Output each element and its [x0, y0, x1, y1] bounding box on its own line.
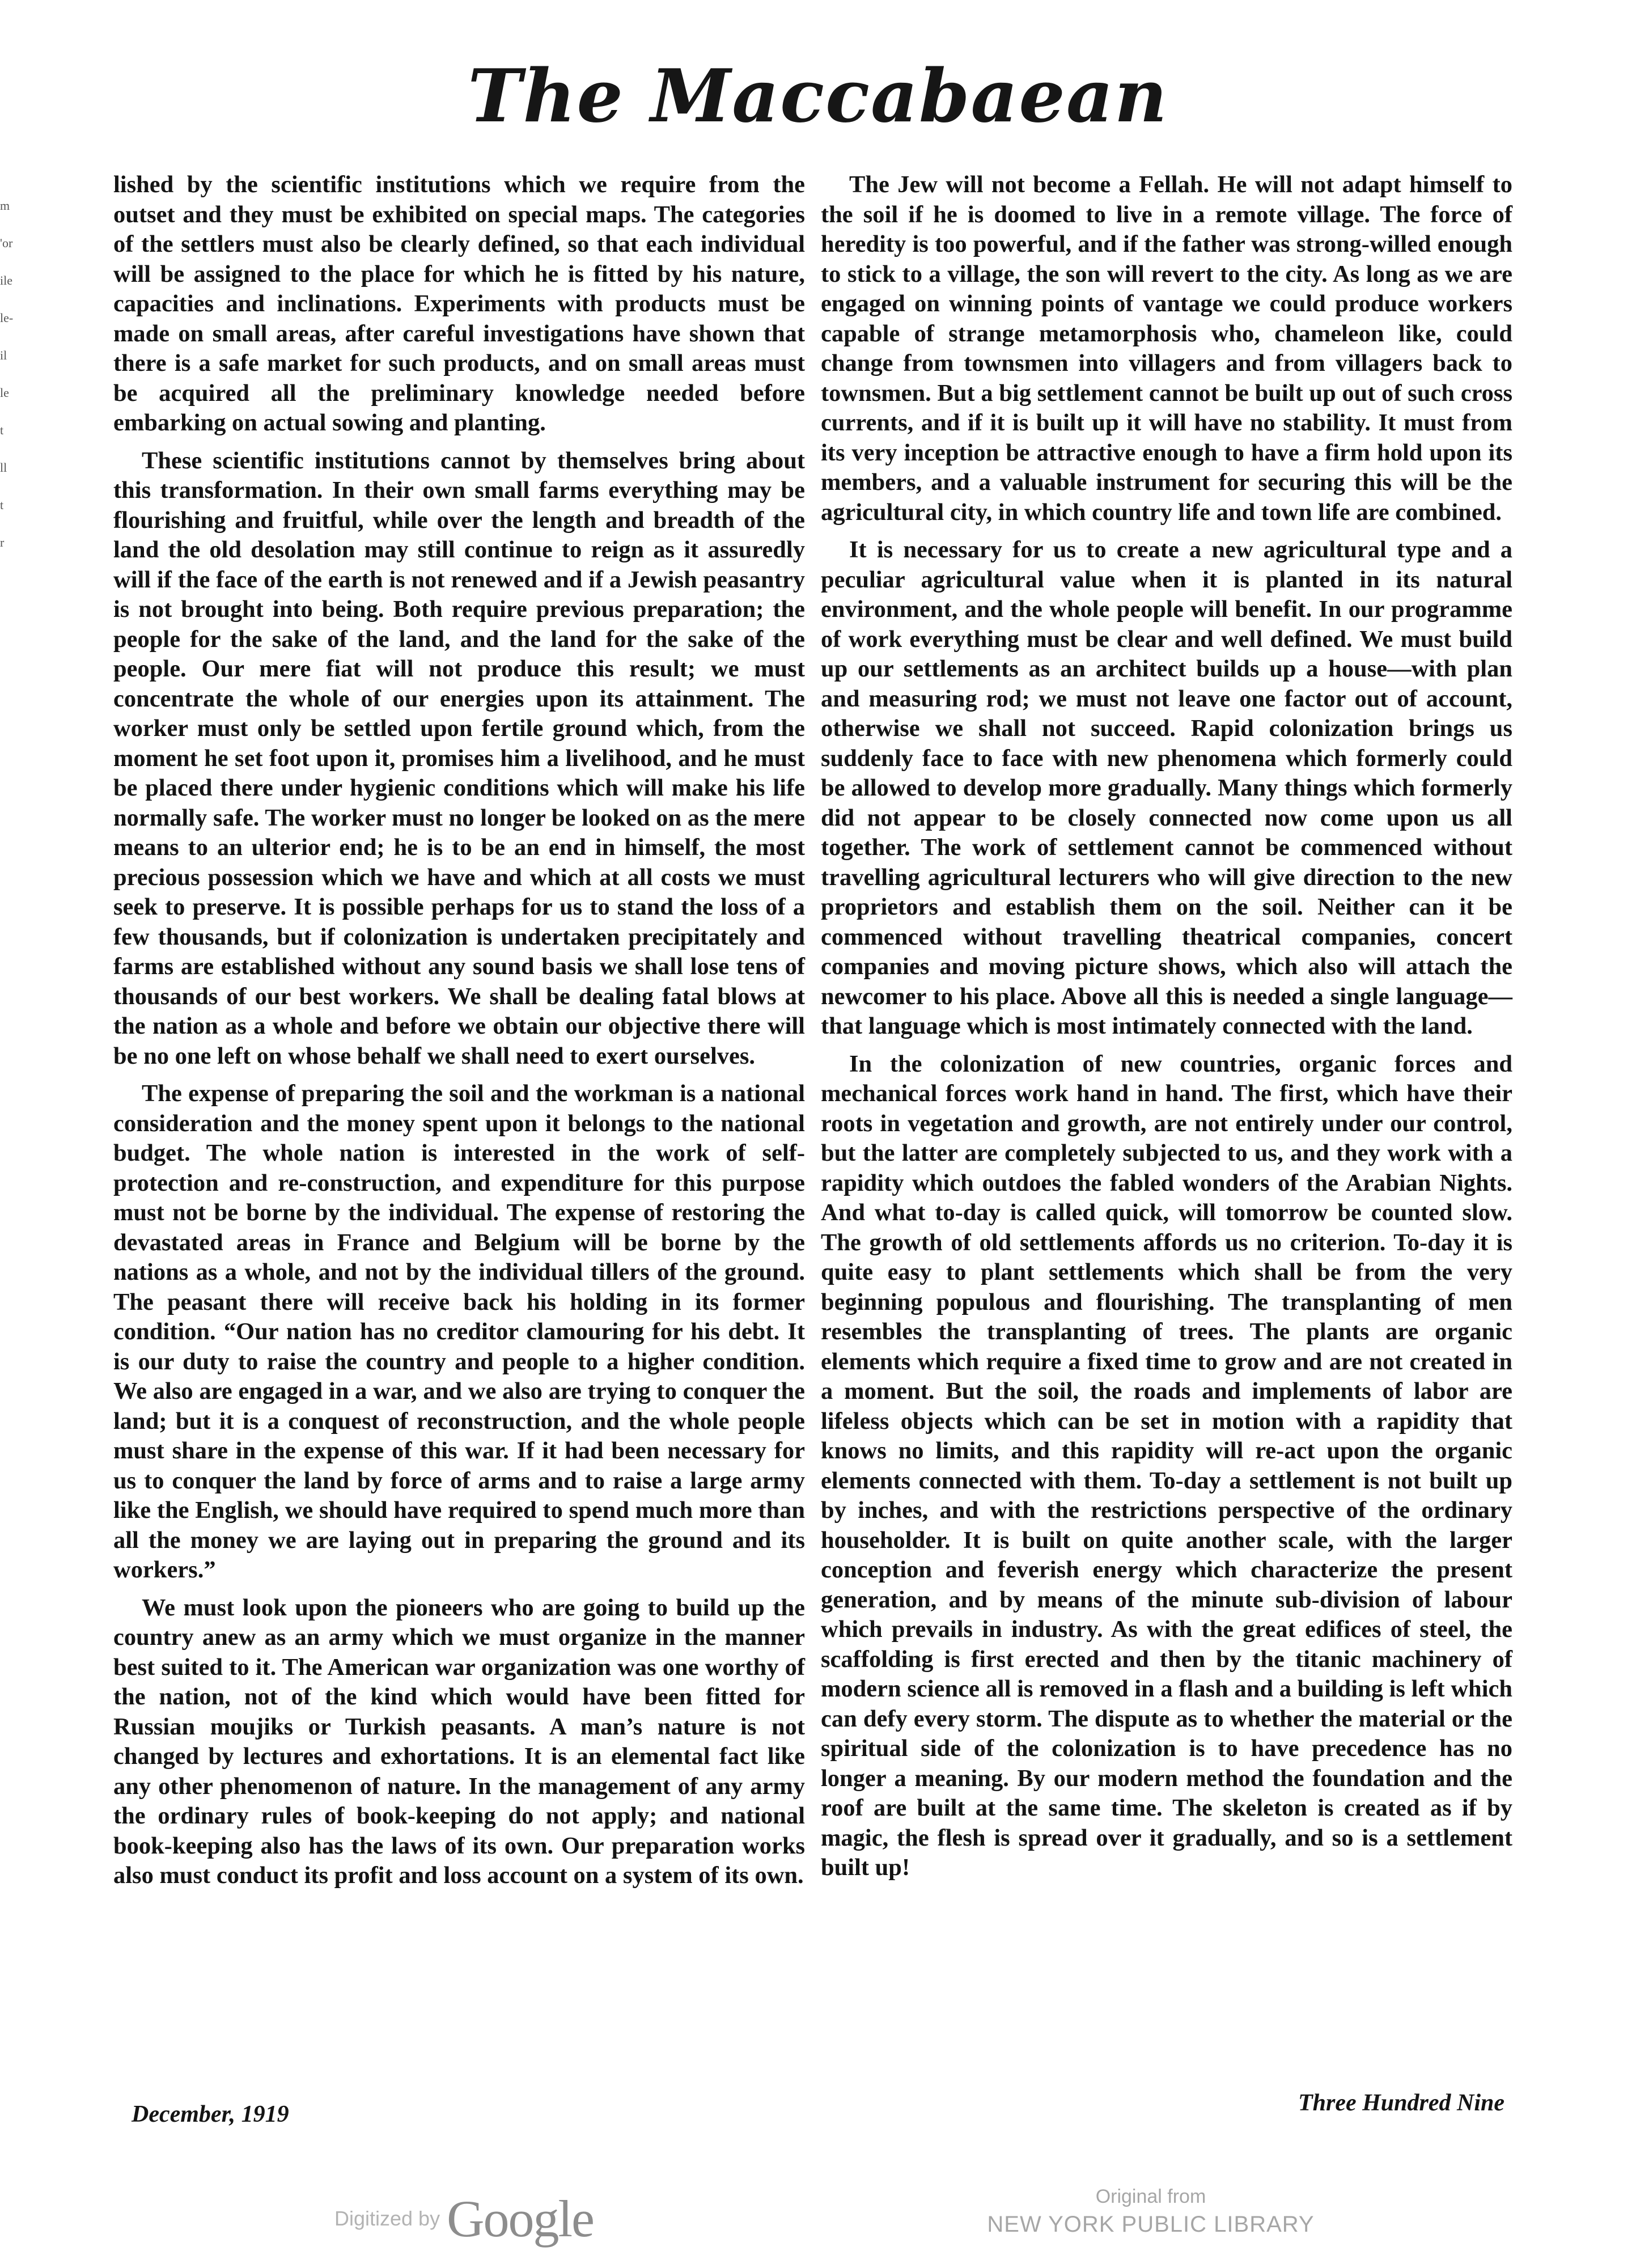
- library-name: NEW YORK PUBLIC LIBRARY: [987, 2212, 1315, 2237]
- paragraph: lished by the scientific institutions which we require from the outset and they must be exhibited on special maps. The categories of the settlers must also be clearly defined, so that each individual will be assigned to the place for which he is fitted by his nature, capacities and inclinations. Experiments with products must be made on small areas, after careful investigations have shown that there is a safe market for such products, and on small areas must be acquired all the preliminary knowledge needed before embarking on actual sowing and planting.: [113, 171, 805, 436]
- margin-fragment: 'or: [0, 236, 13, 250]
- margin-fragment: ile: [0, 273, 12, 287]
- margin-fragment: t: [0, 498, 4, 512]
- margin-fragments: [0, 187, 17, 561]
- digitized-by-label: Digitized by: [334, 2207, 440, 2230]
- paragraph: These scientific institutions cannot by themselves bring about this transformation. In their own small farms everything may be flourishing and fruitful, while over the length and breadth of the land the old desolation may still continue to reign as it assuredly will if the face of the earth is not renewed and if a Jewish peasantry is not brought into being. Both require previous preparation; the people for the sake of the land, and the land for the sake of the people. Our mere fiat will not produce this result; we must concentrate the whole of our energies upon its attainment. The worker must only be settled upon fertile ground which, from the moment he set foot upon it, promises him a livelihood, and he must be placed there under hygienic conditions which will make his life normally safe. The worker must no longer be looked on as the mere means to an ulterior end; he is to be an end in himself, the most precious possession which we have and which at all costs we must seek to preserve. It is possible perhaps for us to stand the loss of a few thousands, but if colonization is undertaken precipitately and farms are established without any sound basis we shall lose tens of thousands of our best workers. We shall be dealing fatal blows at the nation as a whole and before we obtain our objective there will be no one left on whose behalf we shall need to exert ourselves.: [113, 447, 805, 1069]
- issue-date: December, 1919: [132, 2101, 289, 2127]
- margin-fragment: il: [0, 348, 7, 362]
- masthead-title: The Maccabaean: [468, 54, 1168, 139]
- margin-fragment: le-: [0, 311, 14, 325]
- paragraph: In the colonization of new countries, organic forces and mechanical forces work hand in hand. The first, which have their roots in vegetation and growth, are not entirely under our control, but the latter are completely subjected to us, and they work with a rapidity which outdoes the fabled wonders of the Arabian Nights. And what to-day is called quick, will tomorrow be counted slow. The growth of old settlements affords us no criterion. To-day it is quite easy to plant settlements which shall be from the very beginning populous and flourishing. The transplanting of men resembles the transplanting of trees. The plants are organic elements which require a fixed time to grow and are not created in a moment. But the soil, the roads and implements of labor are lifeless objects which can be set in motion with a rapidity that knows no limits, and this rapidity will re-act upon the organic elements connected with them. To-day a settlement is not built up by inches, and with the restrictions perspective of the ordinary householder. It is built on quite another scale, with the larger conception and feverish energy which characterize the present generation, and by means of the minute sub-division of labour which prevails in industry. As with the great edifices of steel, the scaffolding is first erected and then by the titanic machinery of modern science all is removed in a flash and a building is left which can defy every storm. The dispute as to whether the material or the spiritual side of the colonization is to have precedence has no longer a meaning. By our modern method the foundation and the roof are built at the same time. The skeleton is created as if by magic, the flesh is spread over it gradually, and so is a settlement built up!: [821, 1050, 1512, 1881]
- original-from-label: Original from: [1095, 2186, 1206, 2207]
- page-number: Three Hundred Nine: [1298, 2090, 1504, 2116]
- right-column: [821, 170, 1512, 1883]
- left-column: [113, 170, 805, 1891]
- google-logo: Google: [447, 2190, 594, 2248]
- margin-fragment: t: [0, 423, 4, 437]
- original-source: [975, 2184, 1326, 2240]
- digitized-credit: [334, 2189, 594, 2249]
- paragraph: It is necessary for us to create a new agricultural type and a peculiar agricultural value when it is planted in its natural environment, and the whole people will benefit. In our programme of work everything must be clear and well defined. We must build up our settlements as an architect builds up a house—with plan and measuring rod; we must not leave one factor out of account, otherwise we shall not succeed. Rapid colonization brings us suddenly face to face with new phenomena which formerly could be allowed to develop more gradually. Many things which formerly did not appear to be closely connected now come upon us all together. The work of settlement cannot be commenced without travelling agricultural lecturers who will give direction to the new proprietors and establish them on the soil. Neither can it be commenced without travelling theatrical companies, concert companies and moving picture shows, which also will attach the newcomer to his place. Above all this is needed a single language—that language which is most intimately connected with the land.: [821, 536, 1512, 1039]
- margin-fragment: m: [0, 198, 10, 213]
- paragraph: The expense of preparing the soil and the workman is a national consideration and the money spent upon it belongs to the national budget. The whole nation is interested in the work of self-protection and re-construction, and expenditure for this purpose must not be borne by the individual. The expense of restoring the devastated areas in France and Belgium will be borne by the nations as a whole, and not by the individual tillers of the ground. The peasant there will receive back his holding in its former condition. “Our nation has no creditor clamouring for his debt. It is our duty to raise the country and people to a higher condition. We also are engaged in a war, and we also are trying to conquer the land; but it is a conquest of reconstruction, and the whole people must share in the expense of this war. If it had been necessary for us to conquer the land by force of arms and to raise a large army like the English, we should have required to spend much more than all the money we are laying out in preparing the ground and its workers.”: [113, 1080, 805, 1583]
- margin-fragment: r: [0, 535, 5, 549]
- margin-fragment: ll: [0, 460, 7, 475]
- margin-fragment: le: [0, 386, 9, 400]
- paragraph: The Jew will not become a Fellah. He will not adapt himself to the soil if he is doomed to live in a remote village. The force of heredity is too powerful, and if the father was strong-willed enough to stick to a village, the son will revert to the city. As long as we are engaged on winning points of vantage we could produce workers capable of strange metamorphosis who, chameleon like, could change from townsmen into villagers and from villagers back to townsmen. But a big settlement cannot be built up out of such cross currents, and if it is built up it will have no stability. It must from its very inception be attractive enough to have a firm hold upon its members, and a valuable instrument for securing this will be the agricultural city, in which country life and town life are combined.: [821, 171, 1512, 526]
- paragraph: We must look upon the pioneers who are going to build up the country anew as an army which we must organize in the manner best suited to it. The American war organization was one worthy of the nation, not of the kind which would have been fitted for Russian moujiks or Turkish peasants. A man’s nature is not changed by lectures and exhortations. It is an elemental fact like any other phenomenon of nature. In the management of any army the ordinary rules of book-keeping do not apply; and national book-keeping also has the laws of its own. Our preparation works also must conduct its profit and loss account on a system of its own.: [113, 1594, 805, 1889]
